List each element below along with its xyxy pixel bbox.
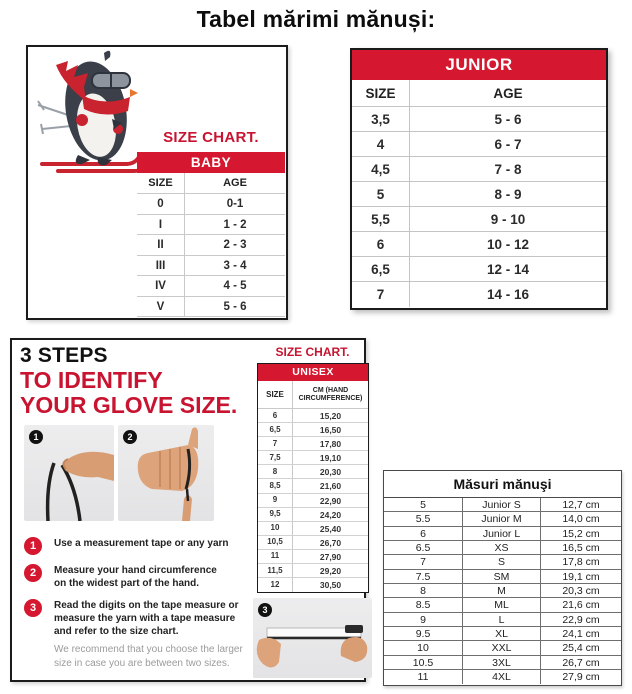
cm-cell: 17,80 bbox=[319, 439, 342, 450]
cm-cell: 19,1 cm bbox=[562, 570, 600, 583]
table-row bbox=[384, 641, 621, 655]
junior-table-body bbox=[352, 107, 606, 307]
cm-cell: 14,0 cm bbox=[562, 513, 600, 526]
cm-cell: 12,7 cm bbox=[562, 499, 600, 511]
step-number-badge-3: 3 bbox=[24, 599, 42, 617]
age-cell: 8 - 9 bbox=[494, 187, 522, 202]
table-row bbox=[258, 409, 368, 423]
cm-cell: 25,4 cm bbox=[562, 642, 600, 655]
step3-photo bbox=[253, 598, 372, 678]
table-row bbox=[384, 527, 621, 541]
step-text-1: Use a measurement tape or any yarn bbox=[54, 538, 229, 549]
junior-col-age: AGE bbox=[493, 86, 523, 101]
junior-size-table bbox=[350, 48, 608, 310]
baby-col-size: SIZE bbox=[137, 173, 185, 193]
label-cell: Junior L bbox=[463, 527, 541, 540]
table-row bbox=[258, 479, 368, 493]
label-cell: XL bbox=[463, 627, 541, 640]
size-cell: 10,5 bbox=[258, 536, 293, 549]
label-cell: 3XL bbox=[463, 656, 541, 669]
table-row bbox=[384, 598, 621, 612]
size-cell: 6 bbox=[384, 527, 463, 540]
label-cell: ML bbox=[463, 598, 541, 611]
baby-table-header bbox=[137, 173, 285, 194]
unisex-table-header bbox=[258, 381, 368, 409]
masuri-table-body bbox=[384, 498, 621, 684]
label-cell: Junior M bbox=[463, 512, 541, 525]
cm-cell: 21,60 bbox=[319, 481, 342, 492]
unisex-col-cm: CM (HAND CIRCUMFERENCE) bbox=[298, 386, 363, 402]
baby-size-chart-label: SIZE CHART. bbox=[163, 129, 259, 146]
size-cell: 9 bbox=[258, 494, 293, 507]
size-cell: IV bbox=[137, 276, 185, 296]
table-row bbox=[258, 578, 368, 592]
size-cell: 9,5 bbox=[258, 508, 293, 521]
size-cell: 12 bbox=[258, 578, 293, 592]
table-row bbox=[137, 297, 285, 318]
recommendation-note: We recommend that you choose the larger size in case you are between two sizes. bbox=[54, 644, 243, 669]
penguin-skier-illustration bbox=[34, 49, 154, 177]
age-cell: 2 - 3 bbox=[223, 239, 247, 251]
table-row bbox=[352, 132, 606, 157]
cm-cell: 24,1 cm bbox=[562, 628, 600, 641]
label-cell: M bbox=[463, 584, 541, 597]
label-cell: XXL bbox=[463, 641, 541, 654]
junior-table-title: JUNIOR bbox=[352, 50, 606, 80]
junior-col-size: SIZE bbox=[352, 80, 410, 106]
age-cell: 3 - 4 bbox=[223, 259, 247, 272]
photo-badge-3: 3 bbox=[258, 603, 272, 617]
three-steps-panel bbox=[10, 338, 366, 682]
table-row bbox=[258, 508, 368, 522]
size-cell: 7.5 bbox=[384, 570, 463, 583]
step-number-badge-1: 1 bbox=[24, 537, 42, 555]
table-row bbox=[137, 215, 285, 236]
table-row bbox=[384, 627, 621, 641]
label-cell: S bbox=[463, 555, 541, 568]
table-row bbox=[384, 512, 621, 526]
masuri-manusi-table bbox=[383, 470, 622, 686]
age-cell: 6 - 7 bbox=[494, 137, 522, 152]
table-row bbox=[384, 584, 621, 598]
size-cell: 7 bbox=[384, 555, 463, 568]
unisex-size-chart-label: SIZE CHART. bbox=[275, 345, 350, 359]
size-cell: 6.5 bbox=[384, 541, 463, 554]
age-cell: 12 - 14 bbox=[486, 262, 530, 277]
age-cell: 5 - 6 bbox=[494, 112, 522, 127]
table-row bbox=[352, 157, 606, 182]
cm-cell: 27,90 bbox=[319, 551, 342, 562]
cm-cell: 20,30 bbox=[319, 467, 342, 478]
age-cell: 5 - 6 bbox=[223, 300, 247, 313]
unisex-size-table bbox=[257, 363, 369, 593]
baby-table-title: BABY bbox=[137, 152, 285, 173]
cm-cell: 17,8 cm bbox=[562, 556, 600, 569]
size-cell: 5,5 bbox=[352, 207, 410, 231]
photo-badge-2: 2 bbox=[123, 430, 137, 444]
cm-cell: 15,20 bbox=[319, 411, 342, 421]
label-cell: SM bbox=[463, 570, 541, 583]
cm-cell: 27,9 cm bbox=[562, 671, 600, 684]
junior-table-header bbox=[352, 80, 606, 107]
cm-cell: 22,90 bbox=[319, 495, 342, 506]
size-cell: 8,5 bbox=[258, 479, 293, 492]
photo-badge-1: 1 bbox=[29, 430, 43, 444]
cm-cell: 26,70 bbox=[319, 537, 342, 548]
size-cell: 9 bbox=[384, 613, 463, 626]
size-cell: 8 bbox=[384, 584, 463, 597]
table-row bbox=[258, 536, 368, 550]
cm-cell: 30,50 bbox=[319, 580, 342, 591]
size-cell: 0 bbox=[137, 194, 185, 214]
table-row bbox=[384, 570, 621, 584]
size-cell: V bbox=[137, 297, 185, 317]
label-cell: XS bbox=[463, 541, 541, 554]
label-cell: 4XL bbox=[463, 670, 541, 684]
steps-heading-3: YOUR GLOVE SIZE. bbox=[20, 392, 238, 418]
label-cell: Junior S bbox=[463, 498, 541, 511]
table-row bbox=[258, 451, 368, 465]
size-cell: III bbox=[137, 256, 185, 276]
cm-cell: 20,3 cm bbox=[562, 585, 600, 598]
steps-heading-1: 3 STEPS bbox=[20, 344, 108, 367]
size-cell: 10 bbox=[384, 641, 463, 654]
table-row bbox=[352, 182, 606, 207]
size-cell: 6,5 bbox=[258, 423, 293, 436]
cm-cell: 25,40 bbox=[319, 523, 342, 534]
size-cell: 7,5 bbox=[258, 451, 293, 464]
table-row bbox=[258, 494, 368, 508]
age-cell: 1 - 2 bbox=[223, 218, 247, 231]
page-title: Tabel mărimi mănuși: bbox=[196, 6, 436, 32]
step1-photo bbox=[24, 425, 114, 521]
table-row bbox=[384, 555, 621, 569]
cm-cell: 19,10 bbox=[319, 453, 342, 464]
table-row bbox=[384, 656, 621, 670]
age-cell: 7 - 8 bbox=[494, 162, 522, 177]
table-row bbox=[352, 232, 606, 257]
table-row bbox=[137, 256, 285, 277]
age-cell: 14 - 16 bbox=[486, 287, 530, 302]
table-row bbox=[352, 257, 606, 282]
table-row bbox=[258, 465, 368, 479]
age-cell: 10 - 12 bbox=[486, 237, 530, 252]
cm-cell: 29,20 bbox=[319, 566, 342, 577]
size-cell: 5 bbox=[384, 498, 463, 511]
cm-cell: 26,7 cm bbox=[562, 656, 600, 669]
baby-size-table bbox=[137, 152, 285, 317]
size-cell: 3,5 bbox=[352, 107, 410, 131]
age-cell: 9 - 10 bbox=[490, 212, 526, 227]
table-row bbox=[258, 522, 368, 536]
table-row bbox=[352, 207, 606, 232]
step2-photo bbox=[118, 425, 214, 521]
age-cell: 0-1 bbox=[226, 198, 244, 210]
size-cell: 6 bbox=[258, 409, 293, 422]
step-number-badge-2: 2 bbox=[24, 564, 42, 582]
size-cell: 5 bbox=[352, 182, 410, 206]
size-cell: 4 bbox=[352, 132, 410, 156]
masuri-table-title: Măsuri mănuşi bbox=[384, 471, 621, 498]
size-cell: 11 bbox=[384, 670, 463, 684]
table-row bbox=[384, 541, 621, 555]
step-text-2: Measure your hand circumference on the widest part of the hand. bbox=[54, 565, 217, 589]
cm-cell: 22,9 cm bbox=[562, 613, 600, 626]
cm-cell: 16,5 cm bbox=[562, 542, 600, 555]
step-text-3: Read the digits on the tape measure or measure the yarn with a tape measure and refer to the size chart. bbox=[54, 600, 239, 637]
table-row bbox=[137, 194, 285, 215]
size-cell: 8 bbox=[258, 465, 293, 478]
unisex-table-title: UNISEX bbox=[258, 364, 368, 381]
size-cell: 10.5 bbox=[384, 656, 463, 669]
table-row bbox=[258, 550, 368, 564]
table-row bbox=[352, 282, 606, 307]
size-cell: 4,5 bbox=[352, 157, 410, 181]
label-cell: L bbox=[463, 613, 541, 626]
cm-cell: 16,50 bbox=[319, 425, 342, 436]
table-row bbox=[384, 613, 621, 627]
size-cell: 7 bbox=[352, 282, 410, 307]
table-row bbox=[352, 107, 606, 132]
table-row bbox=[384, 670, 621, 684]
table-row bbox=[137, 235, 285, 256]
table-row bbox=[258, 564, 368, 578]
baby-size-chart-panel bbox=[26, 45, 288, 320]
unisex-col-size: SIZE bbox=[258, 381, 293, 408]
cm-cell: 15,2 cm bbox=[562, 527, 600, 540]
unisex-table-body bbox=[258, 409, 368, 592]
size-cell: 11 bbox=[258, 550, 293, 563]
size-cell: 10 bbox=[258, 522, 293, 535]
baby-col-age: AGE bbox=[223, 177, 247, 189]
table-row bbox=[258, 437, 368, 451]
steps-heading-2: TO IDENTIFY bbox=[20, 367, 163, 393]
table-row bbox=[384, 498, 621, 512]
size-cell: 6,5 bbox=[352, 257, 410, 281]
age-cell: 4 - 5 bbox=[223, 280, 247, 292]
cm-cell: 21,6 cm bbox=[562, 599, 600, 612]
size-cell: 8.5 bbox=[384, 598, 463, 611]
baby-table-body bbox=[137, 194, 285, 317]
table-row bbox=[137, 276, 285, 297]
size-cell: 7 bbox=[258, 437, 293, 450]
size-cell: I bbox=[137, 215, 185, 235]
cm-cell: 24,20 bbox=[319, 509, 342, 520]
size-cell: 11,5 bbox=[258, 564, 293, 577]
size-cell: 9.5 bbox=[384, 627, 463, 640]
size-cell: 5.5 bbox=[384, 512, 463, 525]
size-cell: 6 bbox=[352, 232, 410, 256]
table-row bbox=[258, 423, 368, 437]
size-cell: II bbox=[137, 235, 185, 255]
